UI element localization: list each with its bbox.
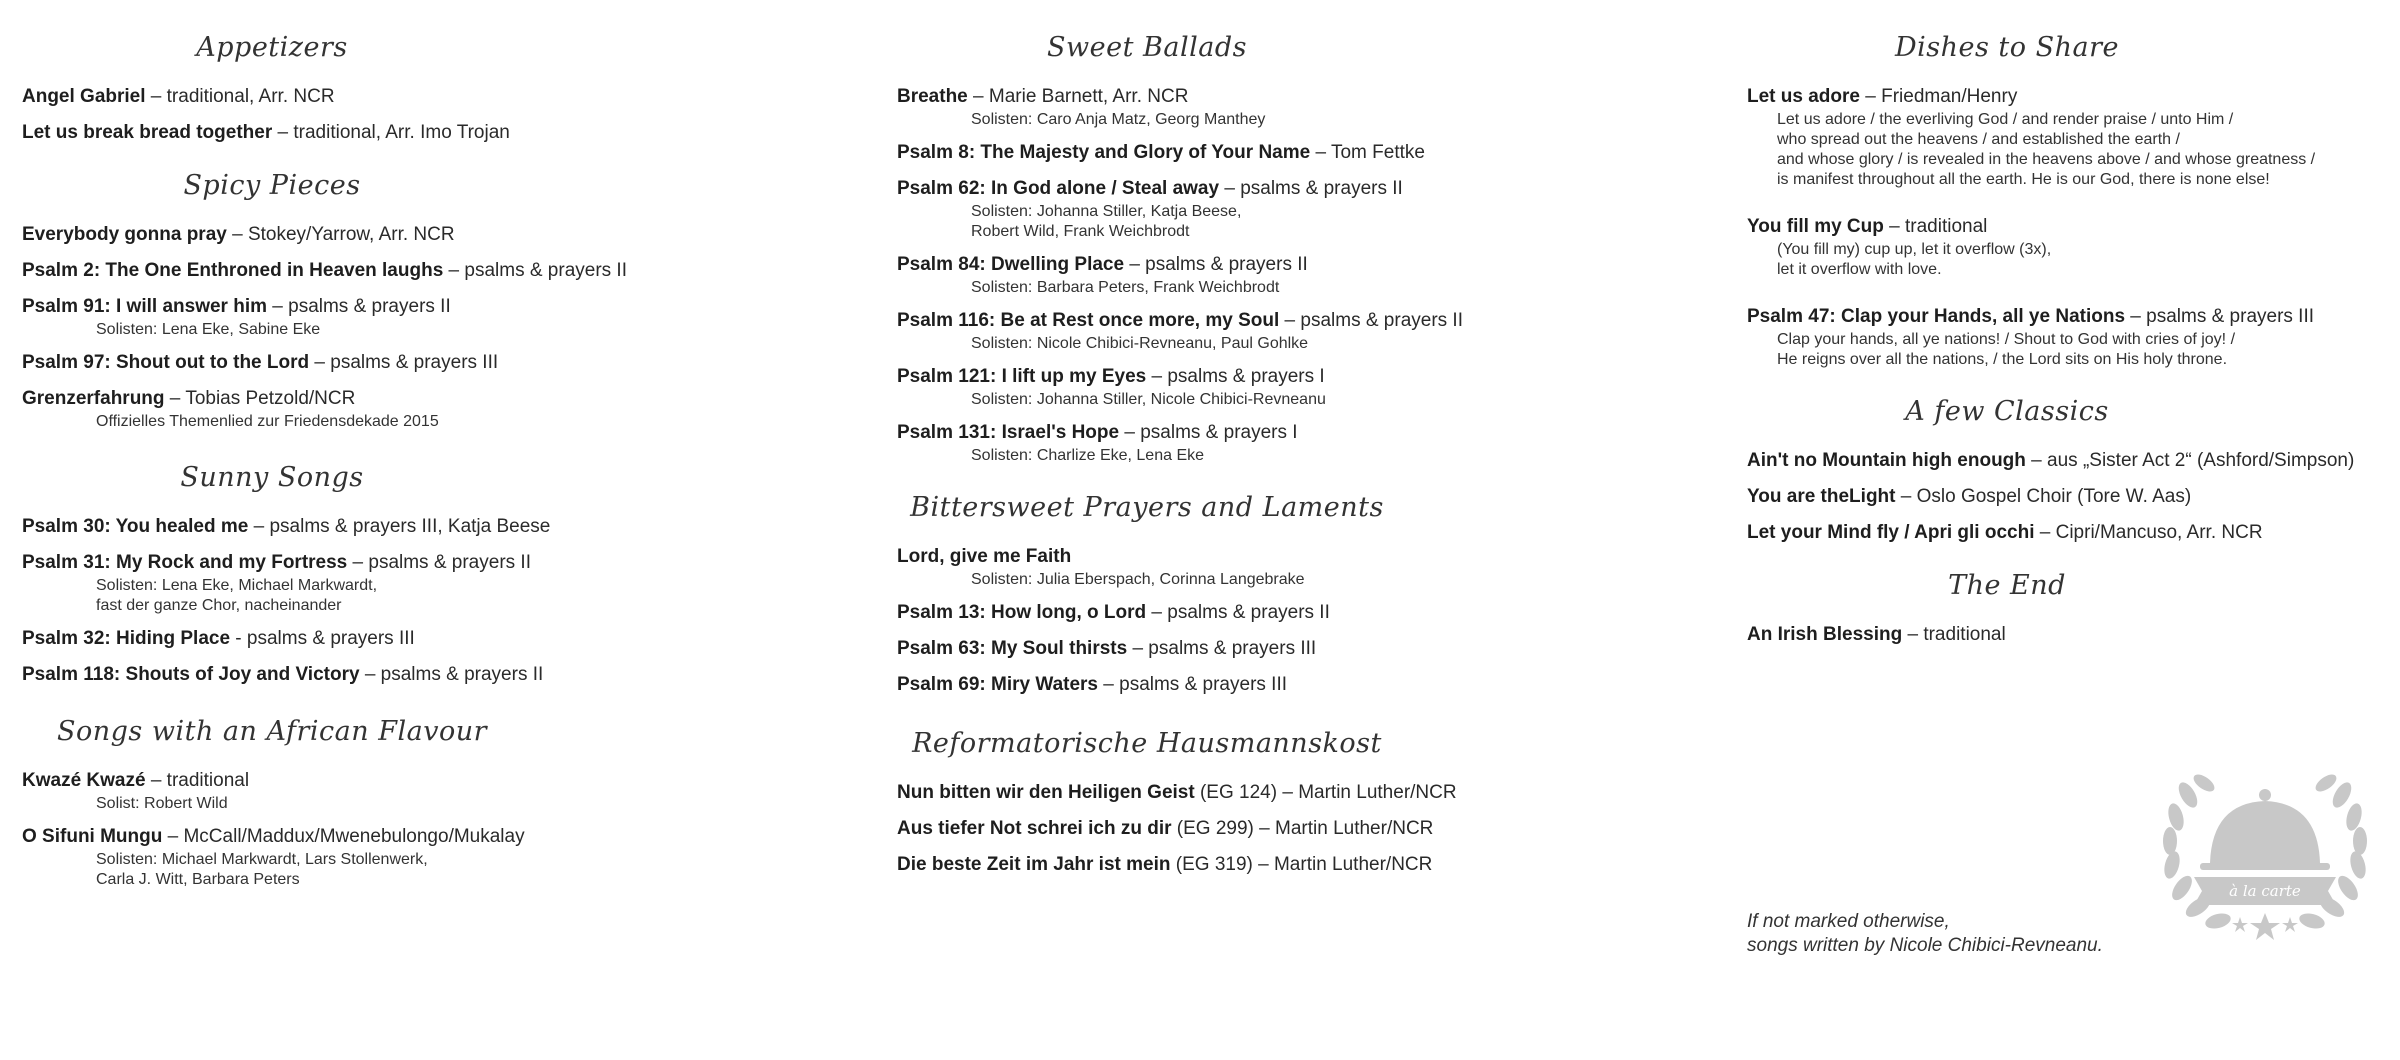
song-entry [897, 600, 1727, 626]
section-heading: Sunny Songs [180, 462, 364, 493]
song-title: Psalm 116: Be at Rest once more, my Soul [897, 310, 1280, 331]
section-heading: Reformatorische Hausmannskost [912, 728, 1382, 759]
song-credit: – psalms & prayers I [1119, 422, 1298, 443]
song-entry [897, 780, 1727, 806]
song-credit: – psalms & prayers II [1219, 178, 1403, 199]
section-sweet-ballads [897, 30, 1727, 466]
section-heading: The End [1948, 570, 2066, 601]
footnote: If not marked otherwise, songs written by Nicole Chibici-Revneanu. [1747, 911, 2103, 956]
song-title: Psalm 47: Clap your Hands, all ye Nations [1747, 306, 2126, 327]
song-title: Ain't no Mountain high enough [1747, 450, 2026, 471]
song-title: Breathe [897, 86, 968, 107]
song-title: Psalm 2: The One Enthroned in Heaven laughs [22, 260, 444, 281]
song-title: O Sifuni Mungu [22, 826, 163, 847]
program-column-2 [897, 0, 1727, 888]
section-heading: Bittersweet Prayers and Laments [910, 492, 1384, 523]
song-title: Everybody gonna pray [22, 224, 227, 245]
song-title: Let us break bread together [22, 122, 273, 143]
song-title: Grenzerfahrung [22, 388, 165, 409]
song-entry [22, 824, 852, 890]
song-title: Psalm 8: The Majesty and Glory of Your Name [897, 142, 1311, 163]
song-credit: – traditional, Arr. Imo Trojan [272, 122, 510, 143]
song-credit: – psalms & prayers II [1124, 254, 1308, 275]
song-credit: – Martin Luther/NCR [1252, 854, 1433, 875]
song-credit: – psalms & prayers II [267, 296, 451, 317]
section-spicy-pieces [22, 168, 852, 432]
section-the-end [1747, 568, 2397, 648]
song-entry [22, 662, 852, 688]
song-credit: – traditional [1883, 216, 1988, 237]
song-entry [22, 84, 852, 110]
section-heading: A few Classics [1905, 396, 2109, 427]
song-credit: – psalms & prayers II [1279, 310, 1463, 331]
section-sunny-songs [22, 460, 852, 688]
song-title: You are theLight [1747, 486, 1896, 507]
song-title: Psalm 97: Shout out to the Lord [22, 352, 310, 373]
section-heading: Spicy Pieces [183, 170, 361, 201]
song-credit: – psalms & prayers I [1146, 366, 1325, 387]
soloists-note: Solisten: Lena Eke, Michael Markwardt, fast der ganze Chor, nacheinander [96, 577, 378, 614]
song-title: Psalm 91: I will answer him [22, 296, 267, 317]
song-entry [897, 420, 1727, 466]
section-appetizers [22, 30, 852, 146]
song-credit: – Martin Luther/NCR [1277, 782, 1457, 803]
song-entry [22, 294, 852, 340]
song-credit: – traditional [1902, 624, 2006, 645]
song-credit: – psalms & prayers II [443, 260, 627, 281]
song-entry [897, 84, 1727, 130]
section-heading: Dishes to Share [1894, 32, 2119, 63]
soloists-note: Solist: Robert Wild [96, 795, 228, 812]
song-entry [22, 350, 852, 376]
song-credit: – psalms & prayers II [347, 552, 531, 573]
song-credit: – psalms & prayers III [2125, 306, 2315, 327]
song-entry [22, 258, 852, 284]
cloche-laurel-seal-icon [2150, 755, 2380, 955]
section-bittersweet-prayers [897, 490, 1727, 698]
song-credit: – Tom Fettke [1310, 142, 1425, 163]
section-heading: Appetizers [196, 32, 348, 63]
song-entry [897, 140, 1727, 166]
song-title: An Irish Blessing [1747, 624, 1903, 645]
song-title: Let us adore [1747, 86, 1860, 107]
soloists-note: Solisten: Julia Eberspach, Corinna Langebrake [971, 571, 1305, 588]
lyrics-text: (You fill my) cup up, let it overflow (3x), let it overflow with love. [1777, 241, 2052, 278]
song-entry [1747, 214, 2397, 280]
hymn-number: (EG 124) [1194, 782, 1278, 803]
song-credit: – Marie Barnett, Arr. NCR [967, 86, 1189, 107]
song-credit: – psalms & prayers III, Katja Beese [248, 516, 551, 537]
song-entry [897, 176, 1727, 242]
song-credit: – psalms & prayers II [359, 664, 544, 685]
song-title: Psalm 32: Hiding Place [22, 628, 231, 649]
song-credit: – Oslo Gospel Choir (Tore W. Aas) [1895, 486, 2192, 507]
song-credit: – traditional, Arr. NCR [145, 86, 335, 107]
section-dishes-to-share [1747, 30, 2397, 370]
section-reformatorische-hausmannskost [897, 726, 1727, 878]
song-title: Psalm 84: Dwelling Place [897, 254, 1125, 275]
song-entry [897, 308, 1727, 354]
song-title: You fill my Cup [1747, 216, 1884, 237]
song-credit: – Friedman/Henry [1859, 86, 2018, 107]
song-title: Psalm 31: My Rock and my Fortress [22, 552, 348, 573]
hymn-number: (EG 299) [1171, 818, 1254, 839]
song-title: Psalm 62: In God alone / Steal away [897, 178, 1220, 199]
song-title: Let your Mind fly / Apri gli occhi [1747, 522, 2035, 543]
soloists-note: Solisten: Johanna Stiller, Nicole Chibici-Revneanu [971, 391, 1326, 408]
song-entry [22, 550, 852, 616]
program-column-1 [22, 0, 852, 900]
song-title: Nun bitten wir den Heiligen Geist [897, 782, 1195, 803]
song-entry [22, 626, 852, 652]
soloists-note: Solisten: Michael Markwardt, Lars Stollenwerk, Carla J. Witt, Barbara Peters [96, 851, 428, 888]
song-entry [1747, 84, 2397, 190]
song-title: Die beste Zeit im Jahr ist mein [897, 854, 1171, 875]
song-title: Psalm 63: My Soul thirsts [897, 638, 1128, 659]
song-title: Psalm 121: I lift up my Eyes [897, 366, 1147, 387]
section-heading: Sweet Ballads [1047, 32, 1247, 63]
song-credit: – psalms & prayers III [1127, 638, 1317, 659]
hymn-number: (EG 319) [1170, 854, 1253, 875]
song-entry [1747, 520, 2397, 546]
lyrics-text: Clap your hands, all ye nations! / Shout to God with cries of joy! / He reigns over all the nations, / the Lord sits on His holy throne. [1777, 331, 2236, 368]
song-entry [22, 386, 852, 432]
song-entry [22, 222, 852, 248]
song-entry [22, 768, 852, 814]
song-entry [22, 120, 852, 146]
song-entry [22, 514, 852, 540]
song-credit: – psalms & prayers III [309, 352, 499, 373]
section-heading: Songs with an African Flavour [56, 716, 488, 747]
soloists-note: Solisten: Barbara Peters, Frank Weichbrodt [971, 279, 1280, 296]
song-credit: - psalms & prayers III [230, 628, 415, 649]
song-title: Psalm 131: Israel's Hope [897, 422, 1120, 443]
program-column-3 [1747, 0, 2397, 658]
soloists-note: Solisten: Charlize Eke, Lena Eke [971, 447, 1205, 464]
song-credit: – McCall/Maddux/Mwenebulongo/Mukalay [162, 826, 525, 847]
song-entry [897, 364, 1727, 410]
song-title: Kwazé Kwazé [22, 770, 146, 791]
song-entry [1747, 484, 2397, 510]
song-credit: – Cipri/Mancuso, Arr. NCR [2034, 522, 2263, 543]
song-entry [1747, 448, 2397, 474]
song-entry [897, 252, 1727, 298]
song-credit: – Martin Luther/NCR [1253, 818, 1434, 839]
seal-text: à la carte [2229, 882, 2301, 900]
song-credit: – aus „Sister Act 2“ (Ashford/Simpson) [2025, 450, 2355, 471]
song-entry [1747, 304, 2397, 370]
song-entry [897, 544, 1727, 590]
song-title: Psalm 30: You healed me [22, 516, 249, 537]
song-entry [897, 636, 1727, 662]
soloists-note: Solisten: Lena Eke, Sabine Eke [96, 321, 321, 338]
song-title: Psalm 13: How long, o Lord [897, 602, 1147, 623]
section-african-flavour [22, 714, 852, 890]
song-credit: – psalms & prayers III [1098, 674, 1288, 695]
soloists-note: Solisten: Johanna Stiller, Katja Beese, Robert Wild, Frank Weichbrodt [971, 203, 1242, 240]
section-a-few-classics [1747, 394, 2397, 546]
song-entry [1747, 622, 2397, 648]
song-credit: – Tobias Petzold/NCR [164, 388, 356, 409]
song-entry [897, 816, 1727, 842]
song-credit: – psalms & prayers II [1146, 602, 1330, 623]
soloists-note: Solisten: Nicole Chibici-Revneanu, Paul Gohlke [971, 335, 1309, 352]
lyrics-text: Let us adore / the everliving God / and render praise / unto Him / who spread out the heavens / and established the earth / and whose glory / is revealed in the heavens above / and whose greatness / is manifest throughout all the earth. He is our God, there is none else! [1777, 111, 2316, 188]
song-entry [897, 852, 1727, 878]
song-entry [897, 672, 1727, 698]
song-credit: – Stokey/Yarrow, Arr. NCR [226, 224, 455, 245]
seal-graphic [2150, 755, 2380, 955]
song-title: Psalm 118: Shouts of Joy and Victory [22, 664, 360, 685]
song-title: Aus tiefer Not schrei ich zu dir [897, 818, 1172, 839]
song-title: Psalm 69: Miry Waters [897, 674, 1098, 695]
song-title: Angel Gabriel [22, 86, 146, 107]
soloists-note: Solisten: Caro Anja Matz, Georg Manthey [971, 111, 1266, 128]
song-note: Offizielles Themenlied zur Friedensdekade 2015 [96, 413, 439, 430]
song-credit: – traditional [145, 770, 250, 791]
song-title: Lord, give me Faith [897, 546, 1072, 567]
